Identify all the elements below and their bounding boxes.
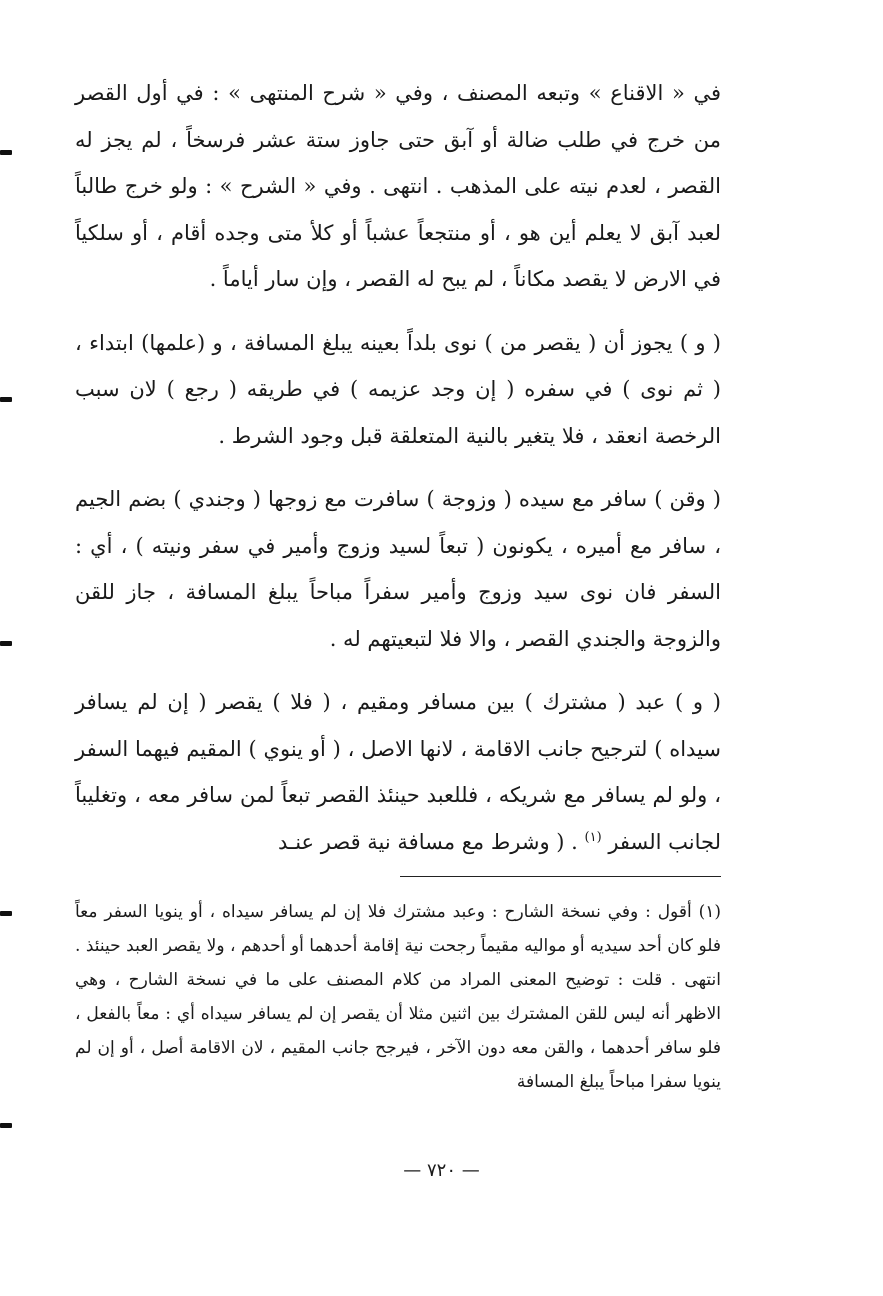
main-text xyxy=(75,70,721,865)
margin-mark xyxy=(0,150,12,155)
margin-mark xyxy=(0,1123,12,1128)
footnote-text: (١) أقول : وفي نسخة الشارح : وعبد مشترك فلا إن لم يسافر سيداه ، أو ينويا السفر معاً فلو كان أحد سيديه أو مواليه مقيماً رجحت نية إقامة أحدهما أو أحدهم ، ولا يقصر العبد حينئذ . انتهى . قلت : توضيح المعنى المراد من كلام المصنف على ما في نسخة الشارح ، وهي الاظهر أنه ليس للقن المشترك بين اثنين مثلا أن يقصر إن لم يسافر سيداه أي : معاً بالفعل ، فلو سافر أحدهما ، والقن معه دون الآخر ، فيرجح جانب المقيم ، لان الاقامة أصل ، أو إن لم ينويا سفرا مباحاً يبلغ المسافة xyxy=(75,902,721,1092)
paragraph-4-tail: . ( وشرط مع مسافة نية قصر عنـد xyxy=(278,829,578,854)
footnote-block xyxy=(75,895,721,1099)
paragraph-2: ( و ) يجوز أن ( يقصر من ) نوى بلداً بعينه يبلغ المسافة ، و (علمها) ابتداء ، ( ثم نوى ) في سفره ( إن وجد عزيمه ) في طريقه ( رجع ) لان سبب الرخصة انعقد ، فلا يتغير بالنية المتعلقة قبل وجود الشرط . xyxy=(75,330,721,448)
paragraph-1: في « الاقناع » وتبعه المصنف ، وفي « شرح المنتهى » : في أول القصر من خرج في طلب ضالة أو آبق حتى جاوز ستة عشر فرسخاً ، لم يجز له القصر ، لعدم نيته على المذهب . انتهى . وفي « الشرح » : ولو خرج طالباً لعبد آبق لا يعلم أين هو ، أو منتجعاً عشباً أو كلأ متى وجده أقام ، أو سلكياً في الارض لا يقصد مكاناً ، لم يبح له القصر ، وإن سار أياماً . xyxy=(75,81,721,291)
paragraph-4 xyxy=(75,679,721,865)
margin-mark xyxy=(0,911,12,916)
footnote-divider xyxy=(400,876,721,877)
page-number: — ٧٢٠ — xyxy=(403,1160,480,1181)
footnote-reference: (١) xyxy=(584,829,602,845)
paragraph-3: ( وقن ) سافر مع سيده ( وزوجة ) سافرت مع زوجها ( وجندي ) بضم الجيم ، سافر مع أميره ، يكونون ( تبعاً لسيد وزوج وأمير في سفر ونيته ) ، أي : السفر فان نوى سيد وزوج وأمير سفراً مباحاً يبلغ المسافة ، جاز للقن والزوجة والجندي القصر ، والا فلا لتبعيتهم له . xyxy=(75,487,721,651)
paragraph-4-main: ( و ) عبد ( مشترك ) بين مسافر ومقيم ، ( فلا ) يقصر ( إن لم يسافر سيداه ) لترجيح جانب الاقامة ، لانها الاصل ، ( أو ينوي ) المقيم فيهما السفر ، ولو لم يسافر مع شريكه ، فللعبد حينئذ القصر تبعاً لمن سافر معه ، وتغليباً لجانب السفر xyxy=(75,690,721,854)
margin-mark xyxy=(0,397,12,402)
margin-mark xyxy=(0,641,12,646)
